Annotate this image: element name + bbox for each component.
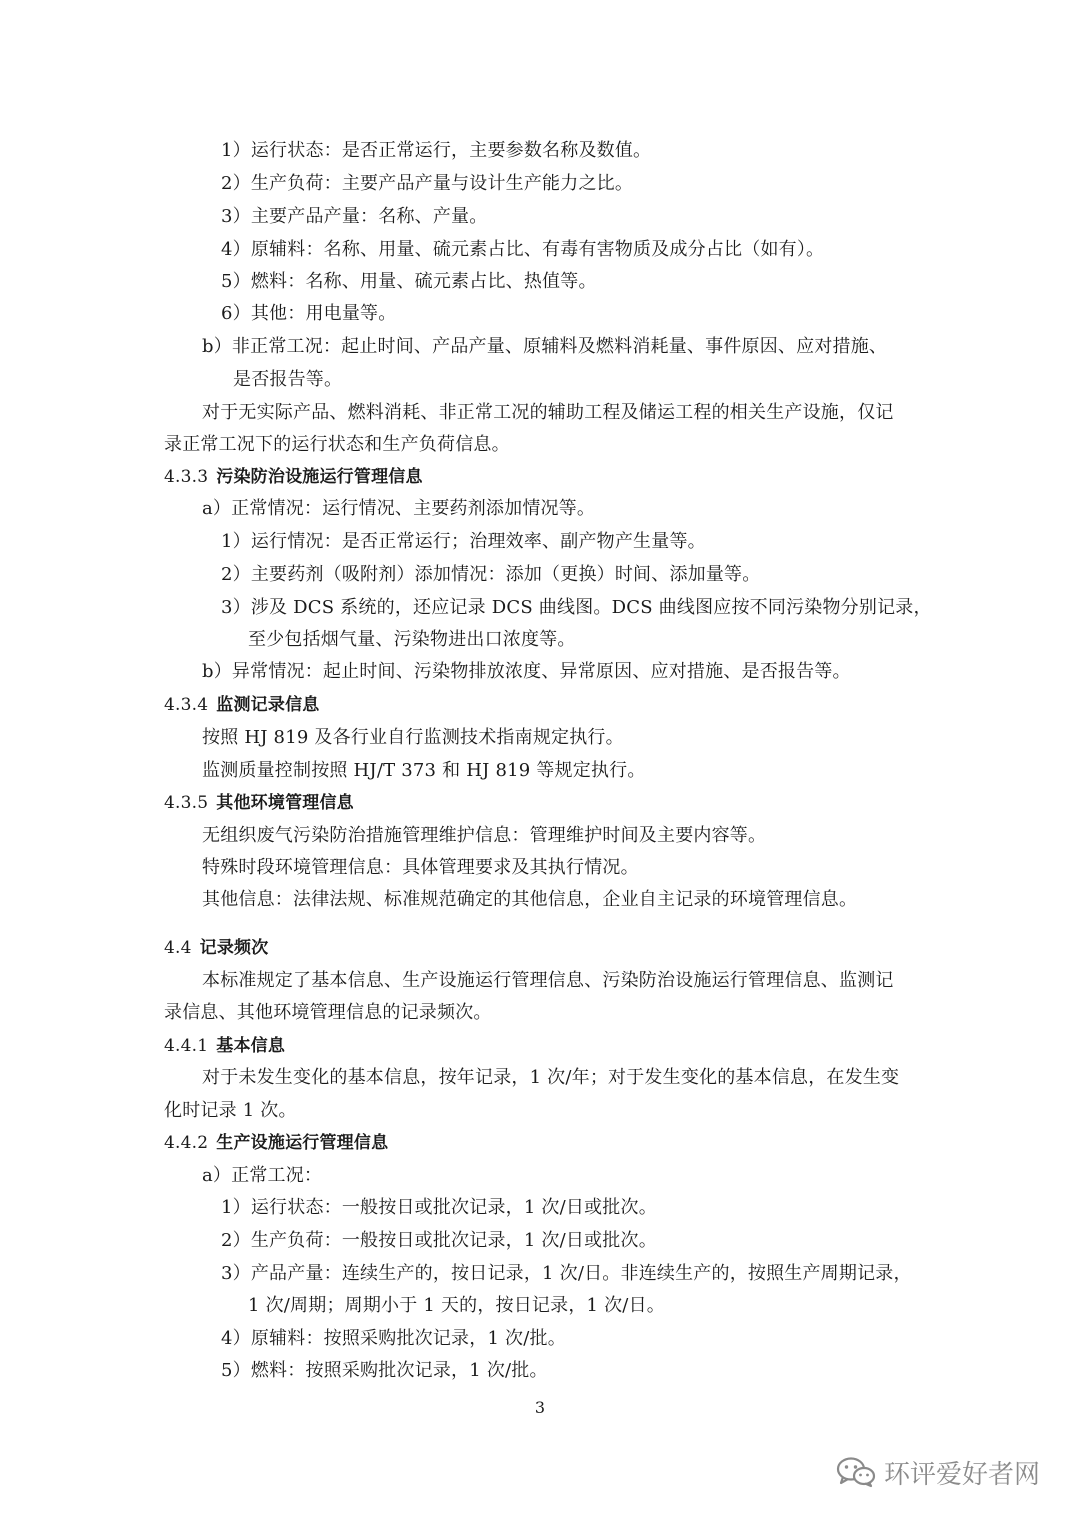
section-heading — [164, 1034, 285, 1058]
list-item-continuation: 至少包括烟气量、污染物进出口浓度等。 — [248, 629, 576, 650]
list-item: 3）产品产量：连续生产的，按日记录，1 次/日。非连续生产的，按照生产周期记录， — [221, 1263, 912, 1284]
section-number: 4.4 — [164, 938, 192, 958]
list-item: a）正常工况： — [202, 1165, 323, 1186]
page-number: 3 — [534, 1398, 546, 1417]
list-item: b）异常情况：起止时间、污染物排放浓度、异常原因、应对措施、是否报告等。 — [202, 661, 851, 682]
list-item: 1）运行情况：是否正常运行；治理效率、副产物产生量等。 — [221, 531, 706, 552]
paragraph-line: 按照 HJ 819 及各行业自行监测技术指南规定执行。 — [202, 727, 624, 748]
list-item: 4）原辅料：名称、用量、硫元素占比、有毒有害物质及成分占比（如有）。 — [221, 239, 825, 260]
list-item: 4）原辅料：按照采购批次记录，1 次/批。 — [221, 1328, 566, 1349]
section-title: 基本信息 — [216, 1036, 286, 1056]
list-item: a）正常情况：运行情况、主要药剂添加情况等。 — [202, 498, 596, 519]
list-item: 5）燃料：名称、用量、硫元素占比、热值等。 — [221, 271, 597, 292]
list-item: 1）运行状态：一般按日或批次记录，1 次/日或批次。 — [221, 1197, 657, 1218]
section-number: 4.3.4 — [164, 695, 209, 715]
list-item: 3）涉及 DCS 系统的，还应记录 DCS 曲线图。DCS 曲线图应按不同污染物分别记录， — [221, 597, 932, 618]
section-heading — [164, 465, 423, 489]
list-item: 1）运行状态：是否正常运行，主要参数名称及数值。 — [221, 140, 652, 161]
section-heading — [164, 791, 354, 815]
section-title: 污染防治设施运行管理信息 — [216, 467, 423, 487]
paragraph-line: 本标准规定了基本信息、生产设施运行管理信息、污染防治设施运行管理信息、监测记 — [202, 970, 894, 991]
list-item: 2）生产负荷：一般按日或批次记录，1 次/日或批次。 — [221, 1230, 657, 1251]
section-title: 监测记录信息 — [216, 695, 320, 715]
list-item-continuation: 是否报告等。 — [233, 369, 343, 390]
list-item-continuation: 1 次/周期；周期小于 1 天的，按日记录，1 次/日。 — [248, 1295, 665, 1316]
watermark — [836, 1454, 1040, 1490]
paragraph-line: 特殊时段环境管理信息：具体管理要求及其执行情况。 — [202, 857, 639, 878]
list-item: 3）主要产品产量：名称、产量。 — [221, 206, 488, 227]
paragraph-line: 监测质量控制按照 HJ/T 373 和 HJ 819 等规定执行。 — [202, 760, 646, 781]
section-number: 4.4.2 — [164, 1133, 209, 1153]
list-item: 2）主要药剂（吸附剂）添加情况：添加（更换）时间、添加量等。 — [221, 564, 761, 585]
section-number: 4.3.5 — [164, 793, 209, 813]
section-title: 记录频次 — [199, 938, 269, 958]
section-title: 其他环境管理信息 — [216, 793, 354, 813]
paragraph-line: 录正常工况下的运行状态和生产负荷信息。 — [164, 434, 510, 455]
list-item: 6）其他：用电量等。 — [221, 303, 397, 324]
paragraph-line: 无组织废气污染防治措施管理维护信息：管理维护时间及主要内容等。 — [202, 825, 767, 846]
watermark-text: 环评爱好者网 — [884, 1459, 1041, 1490]
paragraph-line: 录信息、其他环境管理信息的记录频次。 — [164, 1002, 492, 1023]
list-item: 2）生产负荷：主要产品产量与设计生产能力之比。 — [221, 173, 634, 194]
wechat-icon — [836, 1456, 876, 1488]
section-heading — [164, 936, 268, 960]
section-number: 4.4.1 — [164, 1036, 209, 1056]
section-heading — [164, 1131, 388, 1155]
paragraph-line: 对于无实际产品、燃料消耗、非正常工况的辅助工程及储运工程的相关生产设施，仅记 — [202, 402, 894, 423]
section-heading — [164, 693, 319, 717]
paragraph-line: 其他信息：法律法规、标准规范确定的其他信息，企业自主记录的环境管理信息。 — [202, 889, 858, 910]
list-item: 5）燃料：按照采购批次记录，1 次/批。 — [221, 1360, 548, 1381]
paragraph-line: 对于未发生变化的基本信息，按年记录，1 次/年；对于发生变化的基本信息，在发生变 — [202, 1067, 900, 1088]
list-item: b）非正常工况：起止时间、产品产量、原辅料及燃料消耗量、事件原因、应对措施、 — [202, 336, 888, 357]
section-number: 4.3.3 — [164, 467, 209, 487]
section-title: 生产设施运行管理信息 — [216, 1133, 389, 1153]
paragraph-line: 化时记录 1 次。 — [164, 1100, 297, 1121]
